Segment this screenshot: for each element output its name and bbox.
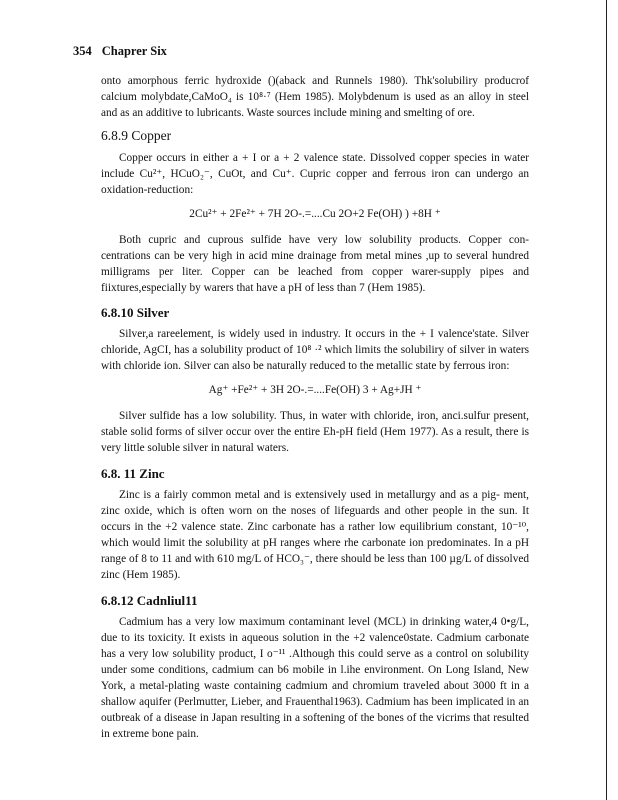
zinc-line-1: Zinc is a fairly common metal and is extensively used in metallurgy and as a pig- — [119, 489, 500, 501]
cadmium-line-5: environment. On Long Island, New York, a metal-plating waste containing cadmium — [101, 664, 529, 692]
silver-p2-line-2: present, stable solid forms of silver occur over the entire Eh-pH field (Hem 1977). As a — [101, 410, 529, 438]
zinc-line-4: constant, 10⁻¹⁰, which would limit the solubility at pH ranges where rhe carbonate ion — [101, 521, 529, 549]
zinc-line-2: ment, zinc oxide, which is often worn on the noses of lifeguards and other people in — [101, 489, 529, 517]
cadmium-line-1: Cadmium has a very low maximum contaminant level (MCL) in drinking — [119, 616, 461, 628]
page-number: 354 — [73, 44, 92, 58]
copper-p2-line-3: hundred milligrams per liter. Copper can be leached from copper warer-supply pipes — [101, 250, 529, 278]
page-body — [101, 73, 529, 742]
section-heading-silver: 6.8.10 Silver — [101, 305, 170, 320]
silver-paragraph-1 — [101, 326, 529, 374]
silver-p2-line-3: result, there is very little soluble silver in natural waters. — [101, 426, 530, 454]
copper-p2-line-2: centrations can be very high in acid mine drainage from metal mines ,up to several — [101, 250, 489, 262]
zinc-line-6: less than 100 µg/L of dissolved zinc (Hem 1985). — [101, 553, 530, 581]
copper-paragraph-1 — [101, 150, 529, 198]
intro-line-1: onto amorphous ferric hydroxide ()(aback and Runnels 1980). Thk'solubiliry producrof — [101, 75, 529, 87]
zinc-line-5: predominates. In a pH range of 8 to 11 and with 610 mg/L of HCO₃⁻, there should be — [101, 537, 530, 565]
running-header — [73, 44, 167, 59]
silver-p1-line-2: Silver chloride, AgCI, has a solubility product of 10⁸ ·² which limits the solubiliry of — [101, 328, 529, 356]
silver-paragraph-2 — [101, 408, 529, 456]
silver-p1-line-4: state by ferrous iron: — [415, 360, 510, 372]
copper-p1-line-3: undergo an oxidation-reduction: — [101, 168, 529, 196]
cadmium-line-7: Frauenthal1963). Cadmium has been implicated in an outbreak of a disease in Japan — [101, 696, 529, 724]
section-heading-cadmium: 6.8.12 Cadnliul11 — [101, 593, 198, 608]
silver-p1-line-1: Silver,a rareelement, is widely used in industry. It occurs in the + I valence'state. — [119, 328, 498, 340]
copper-p1-line-2: water include Cu²⁺, HCuO₂⁻, CuOt, and Cu⁺. Cupric copper and ferrous iron can — [101, 152, 530, 180]
cadmium-line-2: water,4 0•g/L, due to its toxicity. It exists in aqueous solution in the +2 valence0state. — [101, 616, 529, 644]
intro-line-2: calcium molybdate,CaMoO₄ is 10⁸·⁷ (Hem 1985). Molybdenum is used as an alloy in — [101, 91, 505, 103]
copper-p1-line-1: Copper occurs in either a + I or a + 2 valence state. Dissolved copper species in — [119, 152, 500, 164]
intro-paragraph — [101, 73, 529, 121]
copper-paragraph-2 — [101, 232, 529, 296]
cadmium-line-8: resulting in a softening of the bones of the vicrims that resulted in extreme bone pain. — [101, 712, 529, 740]
copper-p2-line-1: Both cupric and cuprous sulfide have very low solubility products. Copper con- — [119, 234, 529, 246]
silver-p1-line-3: silver in waters with chloride ion. Silver can also be naturally reduced to the metallic — [101, 344, 529, 372]
section-heading-zinc: 6.8. 11 Zinc — [101, 466, 165, 481]
section-heading-copper: 6.8.9 Copper — [101, 128, 172, 143]
copper-p2-line-4: and fiixtures,especially by warers that have a pH of less than 7 (Hem 1985). — [101, 266, 529, 294]
silver-equation: Ag⁺ +Fe²⁺ + 3H 2O-.=....Fe(OH) 3 + Ag+JH ⁺ — [208, 384, 422, 396]
zinc-paragraph — [101, 487, 529, 583]
cadmium-line-3: Cadmium carbonate has a very low solubility product, I o⁻¹¹ .Although this could — [101, 632, 529, 660]
page-right-border — [606, 0, 607, 800]
cadmium-paragraph — [101, 614, 529, 742]
cadmium-line-6: and chromium traveled about 3000 ft in a shallow aquifer (Perlmutter, Lieber, and — [101, 680, 529, 708]
zinc-line-3: the sun. It occurs in the +2 valence state. Zinc carbonate has a rather low equilibrium — [101, 505, 529, 533]
cadmium-line-4: serve as a control on solubility under some conditions, cadmium can b6 mobile in l.ihe — [101, 648, 530, 676]
silver-p2-line-1: Silver sulfide has a low solubility. Thus, in water with chloride, iron, anci.sulfur — [119, 410, 490, 422]
intro-line-3: steel and as an additive to lubricants. Waste sources include mining and smelting of ore. — [101, 91, 529, 119]
copper-equation: 2Cu²⁺ + 2Fe²⁺ + 7H 2O-.=....Cu 2O+2 Fe(OH) ) +8H ⁺ — [189, 208, 441, 220]
chapter-title: Chaprer Six — [101, 44, 167, 58]
